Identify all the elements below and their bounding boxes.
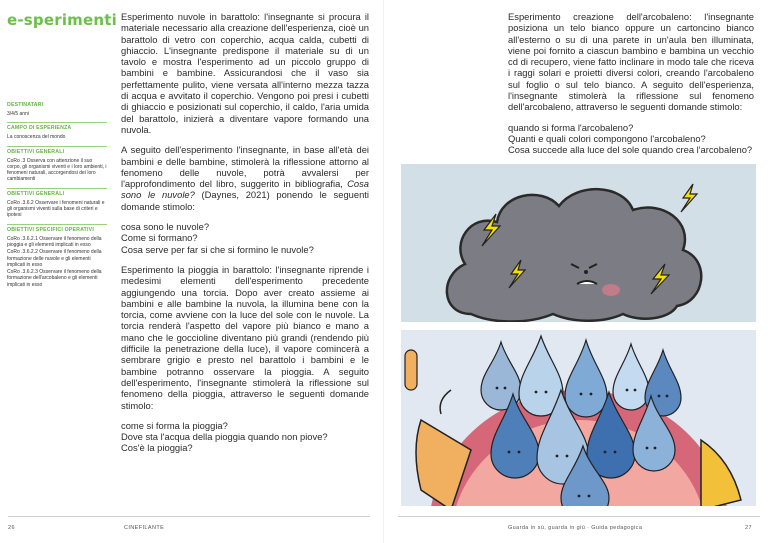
question-item: Dove sta l'acqua della pioggia quando non piove?: [121, 431, 328, 443]
paragraph-rainbow-experiment: Esperimento creazione dell'arcobaleno: l'insegnante posiziona un telo bianco oppure un cartoncino bianco all'esterno o su di una parete in un'aula ben illuminata, viene poi fornito a ciascun bambino e bambina un vecchio cd di recupero, viene fatto inclinare in modo tale che riceva i raggi solari e proietti diversi colori, creando l'arcobaleno sul foglio o sul telo bianco. A seguito dell'esperienza, l'insegnante stimolerà la riflessione sul fenomeno dell'arcobaleno, attraverso le seguenti domande stimolo:: [508, 11, 754, 113]
footer-label-right: Guarda in sù, guarda in giù · Guida pedagogica: [508, 525, 643, 531]
sidebar-text-specific-2: CoRo .3.6.2.2 Osservare il fenomeno della formazione delle nuvole e gli elementi implicati in esso: [7, 249, 102, 268]
right-page: [384, 0, 768, 543]
question-item: Quanti e quali colori compongono l'arcobaleno?: [508, 132, 706, 144]
sidebar-text-targets: 3/4/5 anni: [7, 111, 29, 117]
sidebar-text-specific-1: CoRo .3.6.2.1 Osservare il fenomeno della pioggia e gli elementi implicati in esso: [7, 235, 102, 248]
sidebar-heading-general-goals-2: OBIETTIVI GENERALI: [7, 188, 107, 197]
sidebar-text-field: La conoscenza del mondo: [7, 134, 66, 141]
rain-illustration: [401, 330, 756, 506]
right-body-text: [508, 11, 754, 156]
sidebar-text-general-goals: CoRo .3 Osserva con attenzione il suo corpo, gli organismi viventi e i loro ambienti, i fenomeni naturali, accorgendosi dei loro cambiamenti: [7, 157, 107, 183]
sidebar-text-general-goals-2: CoRo .3.6.2 Osservare i fenomeni naturali e gli organismi viventi sulla base di criteri e ipotesi: [7, 199, 105, 219]
question-item: quando si forma l'arcobaleno?: [508, 121, 634, 133]
footer-rule-left: [8, 516, 370, 517]
sidebar-heading-targets: DESTINATARI: [7, 102, 44, 108]
sidebar-heading-field: CAMPO DI ESPERIENZA: [7, 122, 107, 131]
question-item: Cosa serve per far si che si formino le nuvole?: [121, 243, 314, 255]
paragraph-cloud-experiment: Esperimento nuvole in barattolo: l'insegnante si procura il materiale necessario alla creazione dell'esperienza, cioè un barattolo di vetro con coperchio, acqua calda, cubetti di ghiaccio. L'insegnante predispone il materiale su di un tavolo e mostra l'esperimento ad un piccolo gruppo di bambini e bambine. Assicurandosi che il vaso sia perfettamente pulito, viene versata all'interno mezza tazza di acqua e avvitato il coperchio. Vengono poi presi i cubetti di ghiaccio e posizionati sul coperchio, il caldo, l'aria umida del barattolo, inizierà a diventare vapore formando una nuvola.: [121, 11, 369, 135]
footer-rule-right: [398, 516, 760, 517]
book-title: Cosa sono le nuvole?: [121, 178, 369, 201]
sidebar: [7, 100, 107, 288]
page-number-right: 27: [745, 525, 752, 531]
page-number-left: 26: [8, 525, 15, 531]
question-item: Cosa succede alla luce del sole quando crea l'arcobaleno?: [508, 144, 753, 156]
section-brand: e-sperimenti: [7, 11, 117, 29]
sidebar-text-specific-3: CoRo .3.6.2.3 Osservare il fenomeno della formazione dell'arcobaleno e gli elementi implicati in esso: [7, 269, 102, 288]
question-item: come si forma la pioggia?: [121, 419, 228, 431]
left-body-text: [121, 11, 369, 454]
sidebar-heading-general-goals: OBIETTIVI GENERALI: [7, 146, 107, 155]
question-item: Cos'è la pioggia?: [121, 442, 193, 454]
cloud-illustration: [401, 164, 756, 322]
paragraph-cloud-reflection: A seguito dell'esperimento l'insegnante, in base all'età dei bambini e delle bambine, stimolerà la riflessione attorno al fenomeno delle nuvole, potrà avvalersi per l'approfondimento del libro, suggerito in bibliografia, Cosa sono le nuvole? (Daynes, 2021) ponendo le seguenti domande stimolo:: [121, 144, 369, 212]
question-item: cosa sono le nuvole?: [121, 221, 210, 233]
question-item: Come si formano?: [121, 232, 198, 244]
footer-label-left: CINEFILANTE: [124, 525, 165, 531]
sidebar-heading-specific-goals: OBIETTIVI SPECIFICI OPERATIVI: [7, 224, 107, 233]
paragraph-rain-experiment: Esperimento la pioggia in barattolo: l'insegnante riprende i medesimi elementi dell'esperimento precedente aggiungendo una torcia. Dopo aver creato assieme ai bambini e alle bambine la nuvola, la illumina bene con la torcia, come avviene con la luce del sole con le nuvole. La torcia renderà l'aspetto del vapore più bianco e mano a mano che le goccioline diventano più grandi (rendendo più difficile la penetrazione della luce), il vapore comincerà a sembrare grigio e presto nel barattolo i bambini e le bambine potranno osservare la pioggia. A seguito dell'esperimento, l'insegnante stimolerà la riflessione sul fenomeno della pioggia, attraverso le seguenti domande stimolo:: [121, 263, 369, 411]
